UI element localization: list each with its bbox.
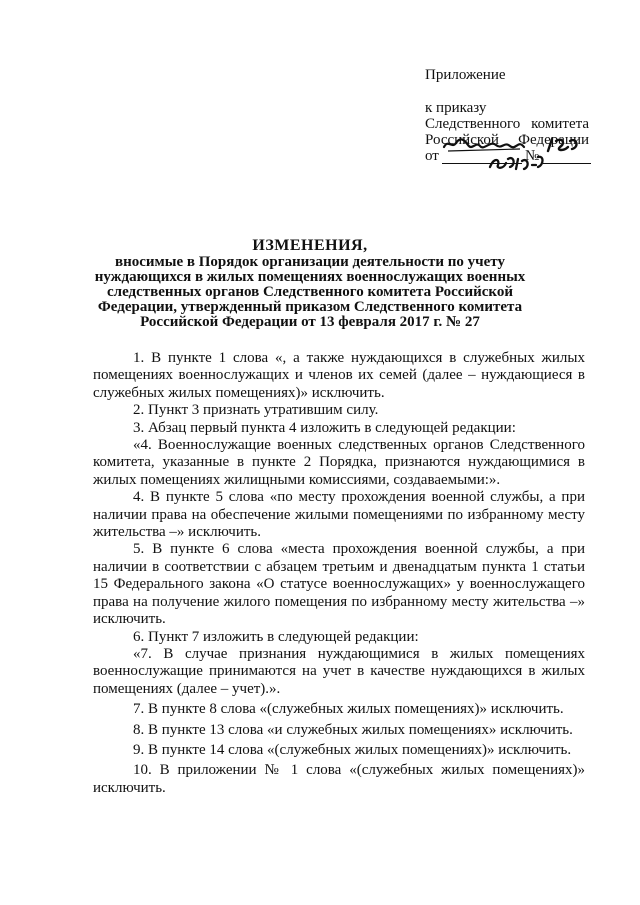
order-from-label: от [425,148,439,164]
appendix-to-order: к приказу [425,100,487,116]
paragraph-12: 10. В приложении № 1 слова «(служебных жилых помещениях)» исключить. [93,762,585,796]
paragraph-8: «7. В случае признания нуждающимися в жилых помещениях военнослужащие принимаются на учет в качестве нуждающихся в жилых помещениях (далее – учет).». [93,645,585,697]
appendix-issuer-word-2: комитета [531,116,589,132]
paragraph-3: 3. Абзац первый пункта 4 изложить в следующей редакции: [133,419,516,436]
paragraph-2: 2. Пункт 3 признать утратившим силу. [133,402,379,419]
appendix-issuer-word-1: Следственного [425,116,521,132]
appendix-issuer-word-3: Российской [425,132,499,148]
document-title [90,238,530,330]
paragraph-4: «4. Военнослужащие военных следственных органов Следственного комитета, указанные в пункте 2 Порядка, признаются нуждающимися в жилых помещениях жилищными комиссиями, создаваемыми:». [93,437,585,488]
paragraph-5: 4. В пункте 5 слова «по месту прохождения военной службы, а при наличии права на обеспечение жилыми помещениями по избранному месту жительства –» исключить. [93,489,585,541]
paragraph-7: 6. Пункт 7 изложить в следующей редакции: [133,628,419,645]
paragraph-11: 9. В пункте 14 слова «(служебных жилых помещениях)» исключить. [133,741,572,758]
document-title-subtitle: вносимые в Порядок организации деятельности по учету нуждающихся в жилых помещениях военнослужащих военных следственных органов Следственного комитета Российской Федерации, утвержденный приказом Следственного комитета Российской Федерации от 13 февраля 2017 г. № 27 [94,254,526,330]
appendix-title: Приложение [425,67,506,83]
document-body [93,350,585,797]
appendix-issuer-word-4: Федерации [518,132,589,148]
document-title-main: ИЗМЕНЕНИЯ, [252,237,368,254]
appendix-issuer-line-1 [425,116,589,132]
handwritten-order-date-number [440,135,590,173]
paragraph-10: 8. В пункте 13 слова «и служебных жилых помещениях» исключить. [133,721,573,738]
paragraph-1: 1. В пункте 1 слова «, а также нуждающихся в служебных жилых помещениях военнослужащих и членов их семей (далее – нуждающиеся в служебных жилых помещениях)» исключить. [93,350,585,401]
paragraph-9: 7. В пункте 8 слова «(служебных жилых помещениях)» исключить. [133,701,564,718]
order-number-label: № [525,148,540,164]
paragraph-6: 5. В пункте 6 слова «места прохождения военной службы, а при наличии в соответствии с абзацем третьим и двенадцатым пункта 1 статьи 15 Федерального закона «О статусе военнослужащих» у военнослужащего права на получение жилого помещения по избранному месту жительства –» исключить. [93,541,585,628]
